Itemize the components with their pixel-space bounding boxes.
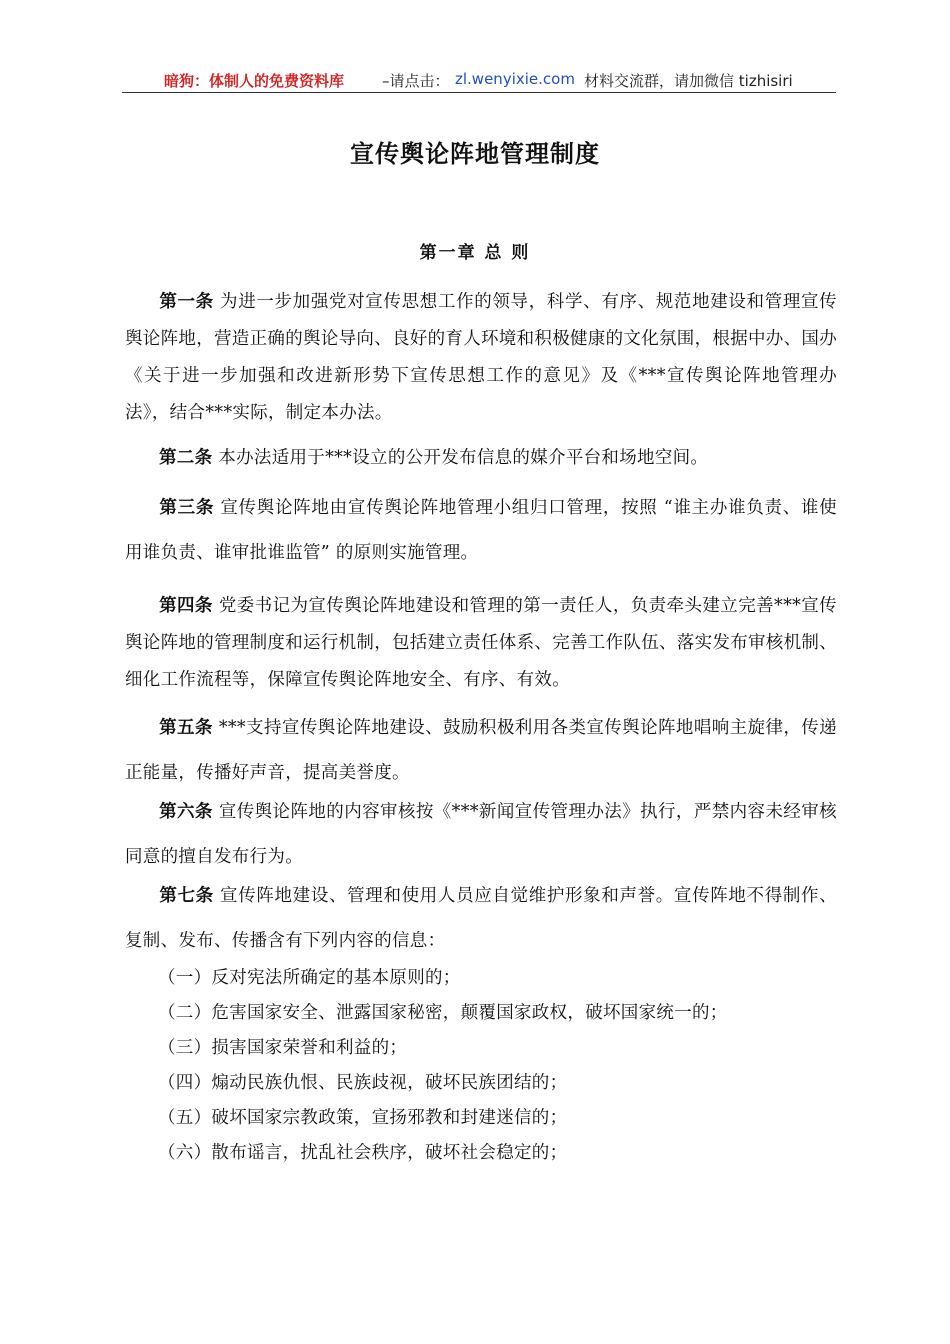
article-text: 党委书记为宣传舆论阵地建设和管理的第一责任人，负责牵头建立完善***宣传舆论阵地的管理制度和运行机制，包括建立责任体系、完善工作队伍、落实发布审核机制、细化工作流程等，保障宣传舆论阵地安全、有序、有效。 <box>125 596 837 690</box>
list-item: （六）散布谣言，扰乱社会秩序，破坏社会稳定的； <box>158 1143 568 1163</box>
article-label: 第一条 <box>159 292 214 312</box>
article-paragraph <box>125 790 837 880</box>
article-text: 宣传阵地建设、管理和使用人员应自觉维护形象和声誉。宣传阵地不得制作、复制、发布、传播含有下列内容的信息： <box>125 886 837 951</box>
header-group-info: 材料交流群，请加微信 tizhisiri <box>584 72 793 90</box>
document-title: 宣传舆论阵地管理制度 <box>350 140 600 168</box>
article-label: 第七条 <box>159 886 214 906</box>
list-item: （三）损害国家荣誉和利益的； <box>158 1038 408 1058</box>
article-text: 本办法适用于***设立的公开发布信息的媒介平台和场地空间。 <box>218 448 709 468</box>
article-paragraph <box>125 440 837 477</box>
article-paragraph <box>125 284 837 432</box>
article-paragraph <box>125 706 837 796</box>
chapter-heading: 第一章 总 则 <box>419 243 531 263</box>
article-text: ***支持宣传舆论阵地建设、鼓励积极利用各类宣传舆论阵地唱响主旋律，传递正能量，传播好声音，提高美誉度。 <box>125 718 837 783</box>
article-label: 第四条 <box>159 596 213 616</box>
header-brand: 暗狗：体制人的免费资料库 <box>164 72 345 90</box>
article-paragraph <box>125 486 837 576</box>
article-label: 第五条 <box>159 718 213 738</box>
list-item: （一）反对宪法所确定的基本原则的； <box>158 968 461 988</box>
header-url-link[interactable]: zl.wenyixie.com <box>455 70 575 88</box>
article-paragraph <box>125 588 837 699</box>
list-item: （五）破坏国家宗教政策，宣扬邪教和封建迷信的； <box>158 1108 568 1128</box>
article-text: 宣传舆论阵地由宣传舆论阵地管理小组归口管理，按照 “谁主办谁负责、谁使用谁负责、谁审批谁监管” 的原则实施管理。 <box>125 498 837 563</box>
article-paragraph <box>125 874 837 964</box>
article-label: 第二条 <box>159 448 213 468</box>
article-text: 为进一步加强党对宣传思想工作的领导，科学、有序、规范地建设和管理宣传舆论阵地，营造正确的舆论导向、良好的育人环境和积极健康的文化氛围，根据中办、国办《关于进一步加强和改进新形势下宣传思想工作的意见》及《***宣传舆论阵地管理办法》，结合***实际，制定本办法。 <box>125 292 837 423</box>
list-item: （四）煽动民族仇恨、民族歧视，破坏民族团结的； <box>158 1073 568 1093</box>
list-item: （二）危害国家安全、泄露国家秘密，颠覆国家政权，破坏国家统一的； <box>158 1003 728 1023</box>
article-label: 第三条 <box>159 498 215 518</box>
header-click-prompt: –请点击： <box>382 72 450 90</box>
article-text: 宣传舆论阵地的内容审核按《***新闻宣传管理办法》执行，严禁内容未经审核同意的擅自发布行为。 <box>125 802 837 867</box>
article-label: 第六条 <box>159 802 213 822</box>
page-header <box>122 64 836 93</box>
